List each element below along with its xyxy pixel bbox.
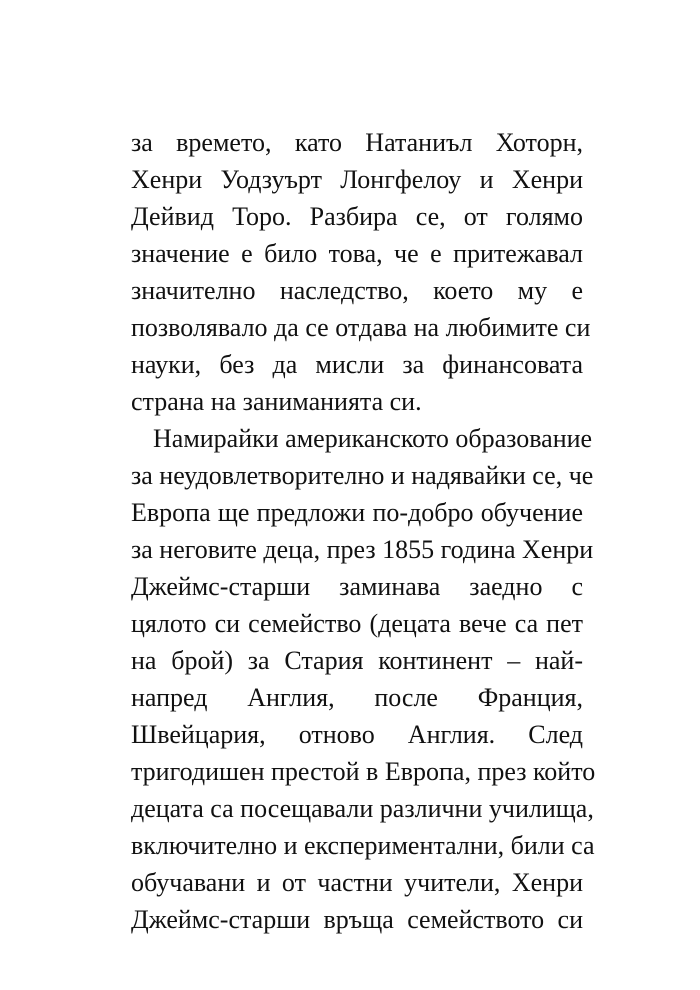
text-line: значение е било това, че е притежавал <box>131 239 583 268</box>
text-line: Швейцария, отново Англия. След <box>131 720 583 749</box>
text-line: за неговите деца, през 1855 година Хенри <box>131 535 594 564</box>
text-line: цялото си семейство (децата вече са пет <box>131 609 583 638</box>
text-line: Джеймс-старши връща семейството си <box>131 905 583 934</box>
text-line: значително наследство, което му е <box>131 276 583 305</box>
text-line: позволявало да се отдава на любимите си <box>131 313 591 342</box>
text-line: тригодишен престой в Европа, през който <box>131 757 596 786</box>
text-line: науки, без да мисли за финансовата <box>131 350 583 379</box>
text-line: Намирайки американското образование <box>153 424 593 453</box>
text-line: Джеймс-старши заминава заедно с <box>131 572 583 601</box>
text-line: Дейвид Торо. Разбира се, от голямо <box>131 202 583 231</box>
text-line: напред Англия, после Франция, <box>131 683 583 712</box>
body-text <box>131 124 596 938</box>
text-line: страна на заниманията си. <box>131 387 422 416</box>
text-line: включително и експериментални, били са <box>131 831 595 860</box>
paragraph-1 <box>131 124 591 420</box>
text-line: за времето, като Натаниъл Хоторн, <box>131 128 583 157</box>
paragraph-2 <box>131 420 596 938</box>
text-line: на брой) за Стария континент – най- <box>131 646 583 675</box>
text-line: Хенри Уодзуърт Лонгфелоу и Хенри <box>131 165 583 194</box>
text-line: Европа ще предложи по-добро обучение <box>131 498 583 527</box>
text-line: децата са посещавали различни училища, <box>131 794 594 823</box>
text-line: обучавани и от частни учители, Хенри <box>131 868 583 897</box>
text-line: за неудовлетворително и надявайки се, че <box>131 461 594 490</box>
